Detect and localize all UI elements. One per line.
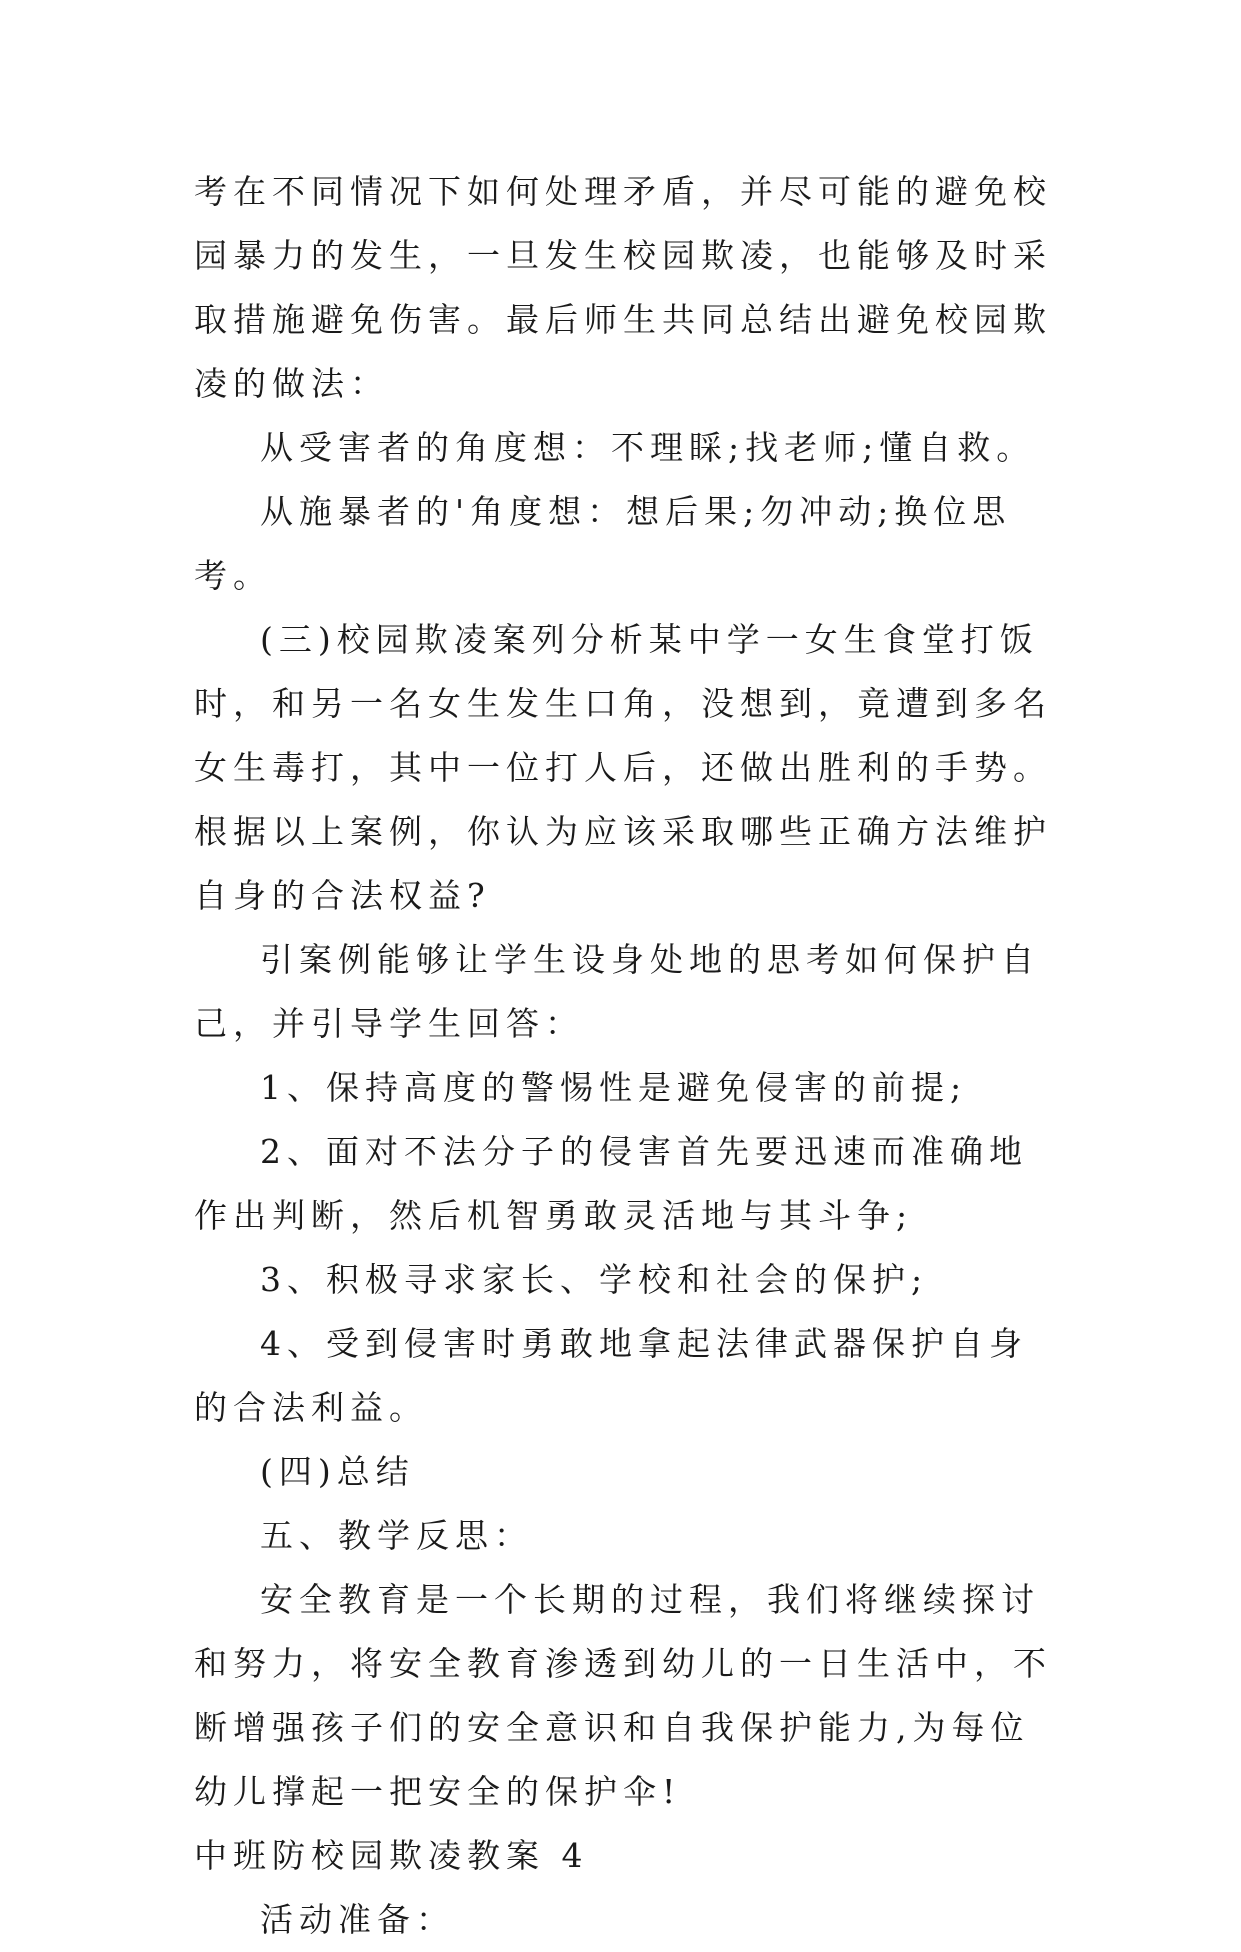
section-title: 中班防校园欺凌教案 4: [194, 1836, 589, 1875]
list-item-1: 1、保持高度的警惕性是避免侵害的前提;: [260, 1068, 968, 1107]
paragraph-1: 考在不同情况下如何处理矛盾，并尽可能的避免校园暴力的发生，一旦发生校园欺凌，也能够及时采取措施避免伤害。最后师生共同总结出避免校园欺凌的做法：: [194, 172, 1052, 403]
paragraph-reflection: 安全教育是一个长期的过程，我们将继续探讨和努力，将安全教育渗透到幼儿的一日生活中，不断增强孩子们的安全意识和自我保护能力,为每位幼儿撑起一把安全的保护伞!: [194, 1580, 1052, 1811]
paragraph-2: 从受害者的角度想：不理睬;找老师;懂自救。: [260, 428, 1036, 467]
subheading-summary: (四)总结: [260, 1452, 415, 1491]
list-item-4: 4、受到侵害时勇敢地拿起法律武器保护自身的合法利益。: [194, 1324, 1028, 1427]
paragraph-5: 引案例能够让学生设身处地的思考如何保护自己，并引导学生回答：: [194, 940, 1040, 1043]
paragraph-preparation: 活动准备：: [260, 1900, 455, 1939]
subheading-reflection: 五、教学反思：: [260, 1516, 533, 1555]
paragraph-3: 从施暴者的'角度想：想后果;勿冲动;换位思考。: [194, 492, 1012, 595]
paragraph-4: (三)校园欺凌案列分析某中学一女生食堂打饭时，和另一名女生发生口角，没想到，竟遭到多名女生毒打，其中一位打人后，还做出胜利的手势。根据以上案例，你认为应该采取哪些正确方法维护自身的合法权益?: [194, 620, 1052, 915]
document-body: [194, 160, 1054, 1952]
list-item-2: 2、面对不法分子的侵害首先要迅速而准确地作出判断，然后机智勇敢灵活地与其斗争;: [194, 1132, 1028, 1235]
list-item-3: 3、积极寻求家长、学校和社会的保护;: [260, 1260, 929, 1299]
